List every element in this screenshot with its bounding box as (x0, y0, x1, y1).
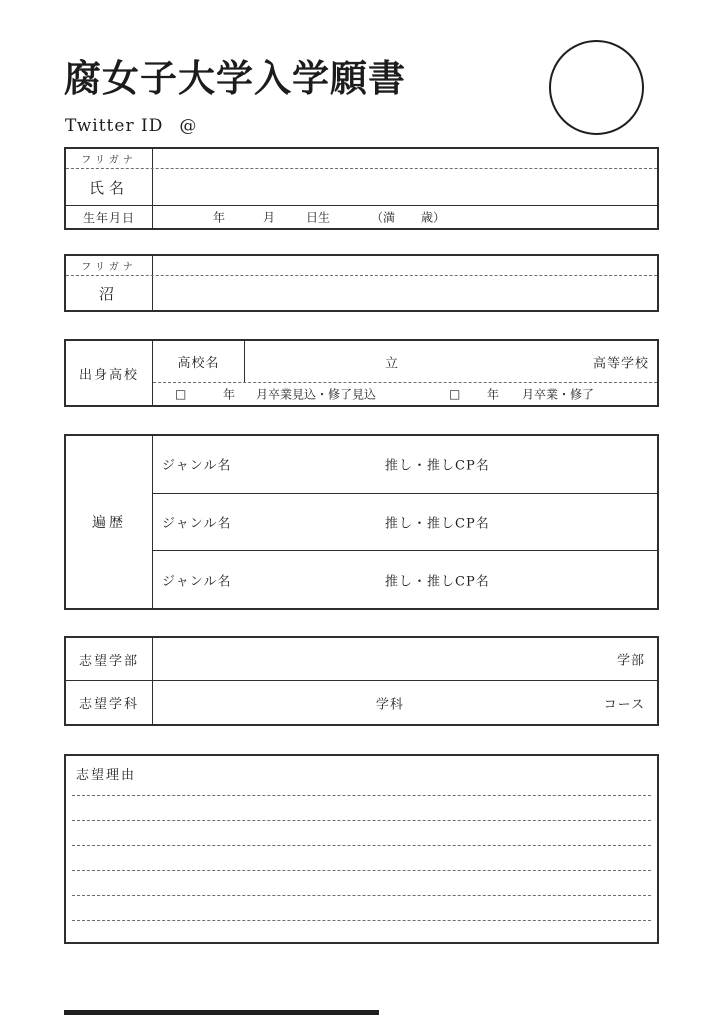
furigana-row (66, 149, 657, 169)
history-row-3-input-area[interactable] (153, 550, 657, 608)
reason-label: 志望理由 (76, 768, 137, 783)
genre-label: ジャンル名 (162, 574, 232, 590)
furigana-label: フリガナ (81, 155, 137, 166)
genre-label: ジャンル名 (162, 516, 232, 532)
numa-row (66, 276, 657, 310)
next-section-edge (64, 1010, 379, 1015)
school-name-label: 高校名 (153, 341, 245, 382)
faculty-input-area[interactable] (153, 638, 657, 680)
writing-rule (72, 845, 651, 846)
faculty-label: 志望学部 (78, 653, 139, 669)
numa-input-area[interactable] (153, 276, 657, 310)
writing-rule (72, 920, 651, 921)
year-label: 年 (487, 387, 500, 402)
year-label: 年 (223, 387, 236, 402)
numa-table (64, 254, 659, 312)
graduated-label: 月卒業・修了 (522, 387, 595, 402)
school-name-input-area[interactable] (245, 341, 657, 382)
writing-rule (72, 820, 651, 821)
name-row (66, 169, 657, 205)
writing-rule (72, 895, 651, 896)
school-suffix-label: 高等学校 (592, 356, 649, 371)
at-sign: @ (179, 116, 198, 136)
age-open-label: （満 (371, 210, 396, 225)
genre-label: ジャンル名 (162, 458, 232, 474)
birthdate-row (66, 205, 657, 228)
desire-table (64, 636, 659, 726)
reason-block[interactable] (64, 754, 659, 944)
name-label: 氏名 (88, 178, 129, 197)
school-section-label: 出身高校 (78, 367, 139, 383)
department-row (66, 681, 657, 724)
birthdate-input-area[interactable] (153, 206, 657, 228)
oshi-cp-label: 推し・推しCP名 (385, 458, 490, 474)
twitter-id-row (65, 116, 577, 136)
history-row-2-input-area[interactable] (153, 493, 657, 551)
numa-label: 沼 (98, 284, 119, 303)
course-suffix-label: コース (603, 697, 645, 712)
year-label: 年 (213, 210, 226, 225)
writing-rule (72, 795, 651, 796)
history-table (64, 434, 659, 610)
page-title: 腐女子大学入学願書 (64, 56, 406, 100)
twitter-id-label: Twitter ID (65, 116, 164, 136)
department-input-area[interactable] (153, 681, 657, 724)
history-row-1-input-area[interactable] (153, 436, 657, 493)
oshi-cp-label: 推し・推しCP名 (385, 516, 490, 532)
checkbox-expected-graduation[interactable]: □ (175, 387, 187, 401)
history-section-label: 遍歴 (92, 515, 126, 531)
name-input-area[interactable] (153, 169, 657, 205)
month-label: 月 (263, 210, 276, 225)
age-close-label: 歳） (421, 210, 446, 225)
furigana-label: フリガナ (81, 262, 137, 273)
checkbox-graduated[interactable]: □ (449, 387, 461, 401)
twitter-id-input-area[interactable] (197, 118, 577, 136)
expected-graduation-label: 月卒業見込・修了見込 (256, 387, 377, 402)
department-center-label: 学科 (375, 697, 404, 712)
oshi-cp-label: 推し・推しCP名 (385, 574, 490, 590)
writing-rule (72, 870, 651, 871)
numa-furigana-row (66, 256, 657, 276)
faculty-row (66, 638, 657, 681)
graduation-row (153, 383, 657, 405)
department-label: 志望学科 (78, 697, 139, 712)
name-table (64, 147, 659, 230)
numa-furigana-input-area[interactable] (153, 256, 657, 275)
birthdate-label: 生年月日 (82, 210, 135, 225)
ritsu-label: 立 (385, 356, 399, 371)
day-born-label: 日生 (306, 210, 331, 225)
school-name-row (153, 341, 657, 383)
name-furigana-input-area[interactable] (153, 149, 657, 168)
faculty-suffix-label: 学部 (616, 653, 645, 669)
school-table (64, 339, 659, 407)
